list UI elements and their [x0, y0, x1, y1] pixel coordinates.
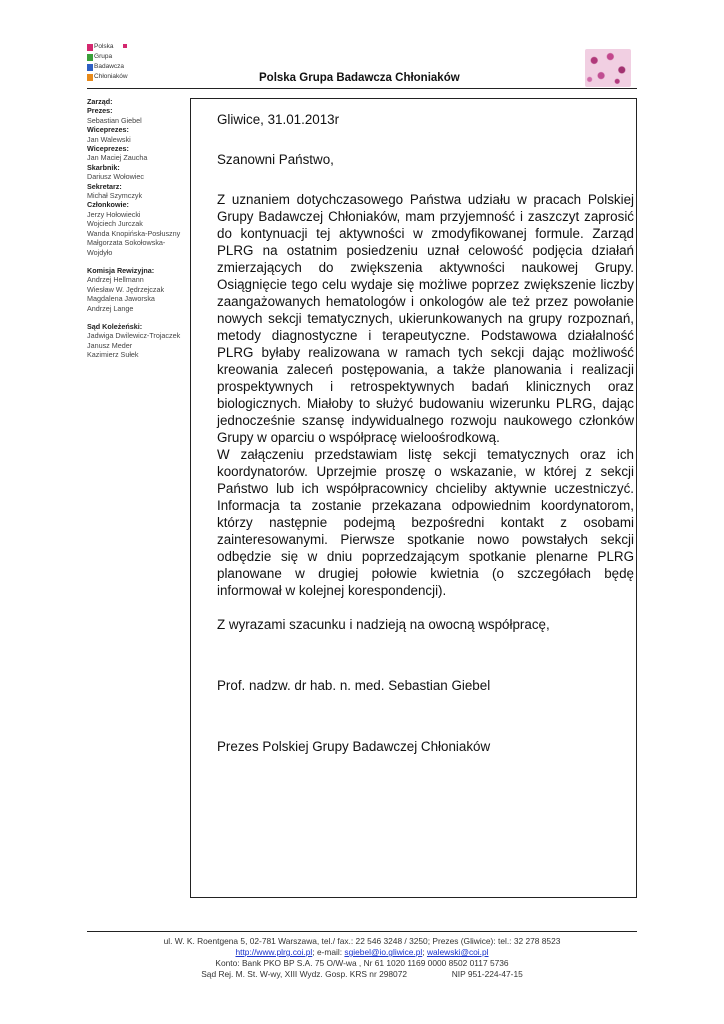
header-title: Polska Grupa Badawcza Chłoniaków	[259, 72, 460, 84]
email-label: ; e-mail:	[312, 947, 343, 957]
header-divider	[87, 88, 637, 89]
footer-registry	[87, 969, 637, 980]
member-name: Magdalena Jaworska	[87, 294, 155, 304]
role-label: Członkowie:	[87, 200, 129, 210]
member-name: Wanda Knopińska-Posłuszny	[87, 228, 181, 238]
nip-text: NIP 951-224-47-15	[451, 969, 523, 979]
website-link[interactable]: http://www.plrg.coi.pl	[235, 947, 313, 957]
member-name: Janusz Meder	[87, 340, 133, 350]
member-name: Andrzej Lange	[87, 303, 134, 313]
letter-paragraph	[217, 191, 634, 446]
footer-divider	[87, 931, 637, 932]
member-name: Jadwiga Dwilewicz-Trojaczek	[87, 331, 181, 341]
board-heading: Zarząd:	[87, 97, 113, 106]
letter-signer-position: Prezes Polskiej Grupy Badawczej Chłoniaków	[217, 739, 491, 754]
footer-contacts	[87, 947, 637, 958]
section-heading: Komisja Rewizyjna:	[87, 265, 155, 275]
footer-address: ul. W. K. Roentgena 5, 02-781 Warszawa, tel./ fax.: 22 546 3248 / 3250; Prezes (Gliwice): tel.: 32 278 8523	[163, 936, 561, 946]
member-name: Jerzy Hołowiecki	[87, 209, 141, 219]
logo-square-blue	[87, 64, 93, 71]
logo-square-pink	[87, 44, 93, 51]
role-label: Skarbnik:	[87, 162, 120, 172]
role-label: Prezes:	[87, 106, 113, 116]
letter-date: Gliwice, 31.01.2013r	[217, 112, 340, 127]
logo-word: adawcza	[98, 63, 124, 70]
plrg-logo	[87, 42, 147, 84]
member-name: Małgorzata Sokołowska-	[87, 238, 166, 248]
footer	[87, 936, 637, 980]
logo-word: hłoniaków	[98, 73, 128, 80]
footer-bank-account: Konto: Bank PKO BP S.A. 75 O/W-wa , Nr 61 1020 1169 0000 8502 0117 5736	[215, 958, 509, 968]
role-label: Wiceprezes:	[87, 125, 129, 135]
role-label: Sekretarz:	[87, 181, 122, 191]
member-name: Dariusz Wołowiec	[87, 172, 144, 182]
logo-letter: B	[94, 63, 99, 70]
member-name: Kazimierz Sułek	[87, 350, 139, 360]
member-name: Wojdyło	[87, 247, 113, 257]
member-name: Wiesław W. Jędrzejczak	[87, 284, 165, 294]
paragraph-text: Z uznaniem dotychczasowego Państwa udziału w pracach Polskiej Grupy Badawczej Chłoniaków, mam przyjemność i zaszczyt zaprosić do kontynuacji tej aktywności w zmodyfikowanej formule. Zarząd PLRG na ostatnim posiedzeniu uznał celowość podjęcia działań zmierzających do zwiększenia aktywności naukowej Grupy. Osiągnięcie tego celu wydaje się możliwe poprzez zwiększenie liczby zaangażowanych hematologów i onkologów ale też przez powołanie nowych sekcji tematycznych, ukierunkowanych na grupy rozpoznań, metody diagnostyczne i terapeutyczne. Podstawowa działalność PLRG byłaby realizowana w ramach tych sekcji dając możliwość kreowania zaleceń postępowania, a także planowania i realizacji prospektywnych i retrospektywnych badań klinicznych oraz biologicznych. Miałoby to służyć budowaniu wizerunku PLRG, dając jednocześnie szansę indywidualnego rozwoju naukowego członków Grupy w oparciu o współpracę wieloośrodkową.	[217, 192, 634, 445]
logo-letter: C	[94, 73, 99, 80]
letter-body	[217, 108, 634, 755]
board-sidebar	[87, 97, 185, 360]
email-link-giebel[interactable]: sgiebel@io.gliwice.pl	[344, 947, 423, 957]
member-name: Michał Szymczyk	[87, 191, 143, 201]
role-label: Wiceprezes:	[87, 144, 129, 154]
lymphoma-cells-image	[585, 49, 631, 87]
logo-letter: P	[94, 43, 99, 50]
letter-paragraph	[217, 446, 634, 599]
registry-text: Sąd Rej. M. St. W-wy, XIII Wydz. Gosp. KRS nr 298072	[201, 969, 408, 979]
member-name: Jan Walewski	[87, 134, 131, 144]
member-name: Jan Maciej Zaucha	[87, 153, 148, 163]
letter-salutation: Szanowni Państwo,	[217, 152, 334, 167]
logo-accent-dot	[123, 44, 127, 48]
section-heading: Sąd Koleżeński:	[87, 321, 143, 331]
letter-closing: Z wyrazami szacunku i nadzieją na owocną współpracę,	[217, 617, 550, 632]
logo-word: olska	[98, 43, 114, 50]
paragraph-text: W załączeniu przedstawiam listę sekcji tematycznych oraz ich koordynatorów. Uprzejmie proszę o wskazanie, w której z sekcji Państwo lub ich współpracownicy chcieliby aktywnie uczestniczyć. Informacja ta zostanie przekazana odpowiednim koordynatorom, którzy następnie podejmą bezpośredni kontakt z osobami zainteresowanymi. Pierwsze spotkanie nowo powstałych sekcji odbędzie się w dniu poprzedzającym spotkanie plenarne PLRG planowane w drugiej połowie kwietnia (o szczegółach będę informował w kolejnej korespondencji).	[217, 447, 634, 598]
member-name: Andrzej Hellmann	[87, 275, 144, 285]
logo-letter: G	[94, 53, 100, 60]
member-name: Wojciech Jurczak	[87, 219, 143, 229]
email-link-walewski[interactable]: walewski@coi.pl	[426, 947, 489, 957]
logo-square-orange	[87, 74, 93, 81]
logo-word: rupa	[99, 53, 113, 60]
separator: ;	[422, 947, 425, 957]
letter-signature: Prof. nadzw. dr hab. n. med. Sebastian Giebel	[217, 678, 491, 693]
logo-square-green	[87, 54, 93, 61]
member-name: Sebastian Giebel	[87, 115, 142, 125]
